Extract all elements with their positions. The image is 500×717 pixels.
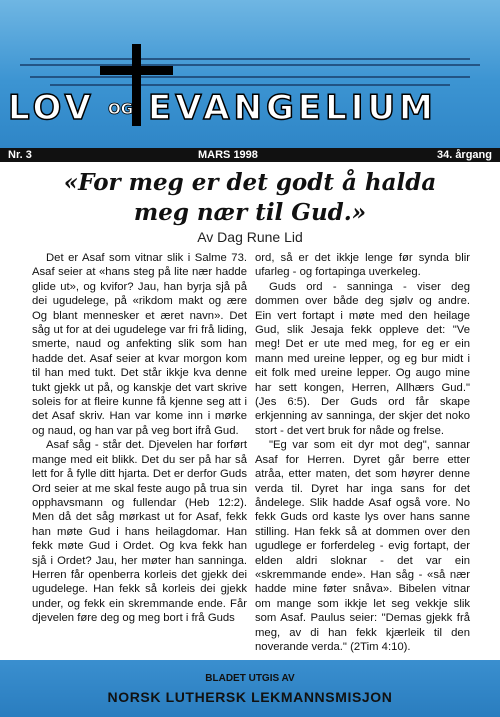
publisher-intro: BLADET UTGIS AV xyxy=(205,673,295,684)
paragraph: ord, så er det ikkje lenge før synda blir ufarleg - og fortapinga uverkeleg. xyxy=(255,252,470,279)
paragraph: Guds ord - sanninga - viser deg dommen over både deg sjølv og andre. Ein vert fortapt i møte med den heilage Gud, slik Jesaja fekk oppleve det: "Ve meg! Det er ute med meg, for eg er ein mann med ureine lepper, og eg bur midt i eit folk med ureine lepper. Og augo mine har sett kongen, Herren, Allhærs Gud." (Jes 6:5). Der Guds ord får skape erkjenning av sanninga, der skjer det noko stort - det vert bruk for nåde og frelse. xyxy=(255,280,470,437)
article-headline xyxy=(0,168,500,228)
paragraph: "Eg var som eit dyr mot deg", sannar Asaf for Herren. Dyret går berre etter atråa, etter maten, det som høyrer denne verda til. Dyret har inga sans for det åndelege. Slik hadde Asaf også vore. No fekk Guds ord kaste lys over hans sanne stilling. Han fekk så at dommen over den ugudlege er forferdeleg - evig fortapt, der elden aldri sloknar - det var ein «skremmande ende». Han såg - «så nær hadde mine føter snåva». Bibelen vitnar om mange som ikkje let seg vekkje slik som Asaf. Paulus seier: "Demas gjekk frå meg, av di han fekk kjærleik til den noverande verda." (2Tim 4:10). xyxy=(255,439,470,653)
issue-date: MARS 1998 xyxy=(198,149,258,161)
headline-line-1: «For meg er det godt å halda xyxy=(63,169,437,196)
publisher-footer xyxy=(0,660,500,717)
decorative-line xyxy=(50,84,450,86)
paragraph: Asaf såg - står det. Djevelen har forført mange med eit blikk. Det du ser på har så lett for å fylle ditt hjarta. Det er derfor Guds Ord seier at me skal feste augo på trua sin opphavsmann og fullendar (Heb 12:2). Men då det såg mørkast ut for Asaf, fekk han møte Gud i hans heilagdomar. Han fekk møte Gud i Ordet. Og kva fekk han sjå i Ordet? Jau, her møter han sanninga. Herren får openberra korleis det gjekk dei ugudelege. Han fekk så korleis dei gjekk under, og fekk ein skremmande ende. Får djevelen føre deg og meg bort i frå Guds xyxy=(32,439,247,625)
issue-info-bar xyxy=(0,148,500,162)
title-og: OG xyxy=(108,100,134,118)
paragraph: Det er Asaf som vitnar slik i Salme 73. Asaf seier at «hans steg på lite nær hadde glide ut», og kvifor? Jau, han byrja sjå på dei ugudelege, på «rikdom makt og ære Og blant mennesker et æret navn». Det såg ut for at dei ugudelege var fri frå liding, smerte, naud og anfekting slik som han hadde det. Asaf seier at kvar morgon kom til han med tukt. Det står ikkje kva denne tukt gjekk ut på, og kanskje det vart skrive soleis for at fleire kunne få kjenne seg att i det Asaf skriv. Han var kome inn i mørke og naud, og han var på veg bort ifrå Gud. xyxy=(32,252,247,437)
masthead xyxy=(0,0,500,148)
title-lov: LOV xyxy=(8,88,95,128)
article-column-right xyxy=(255,251,470,654)
publisher-name: NORSK LUTHERSK LEKMANNSMISJON xyxy=(107,689,393,705)
cross-icon-bar xyxy=(100,66,173,75)
decorative-line xyxy=(30,76,470,78)
byline: Av Dag Rune Lid xyxy=(197,229,303,245)
title-evangelium: EVANGELIUM xyxy=(148,88,437,128)
volume-label: 34. årgang xyxy=(436,149,492,161)
issue-number: Nr. 3 xyxy=(8,149,32,161)
headline-line-2: meg nær til Gud.» xyxy=(133,199,367,226)
masthead-title xyxy=(0,88,500,128)
article-column-left xyxy=(32,251,247,626)
decorative-line xyxy=(30,58,470,60)
decorative-line xyxy=(20,64,480,66)
